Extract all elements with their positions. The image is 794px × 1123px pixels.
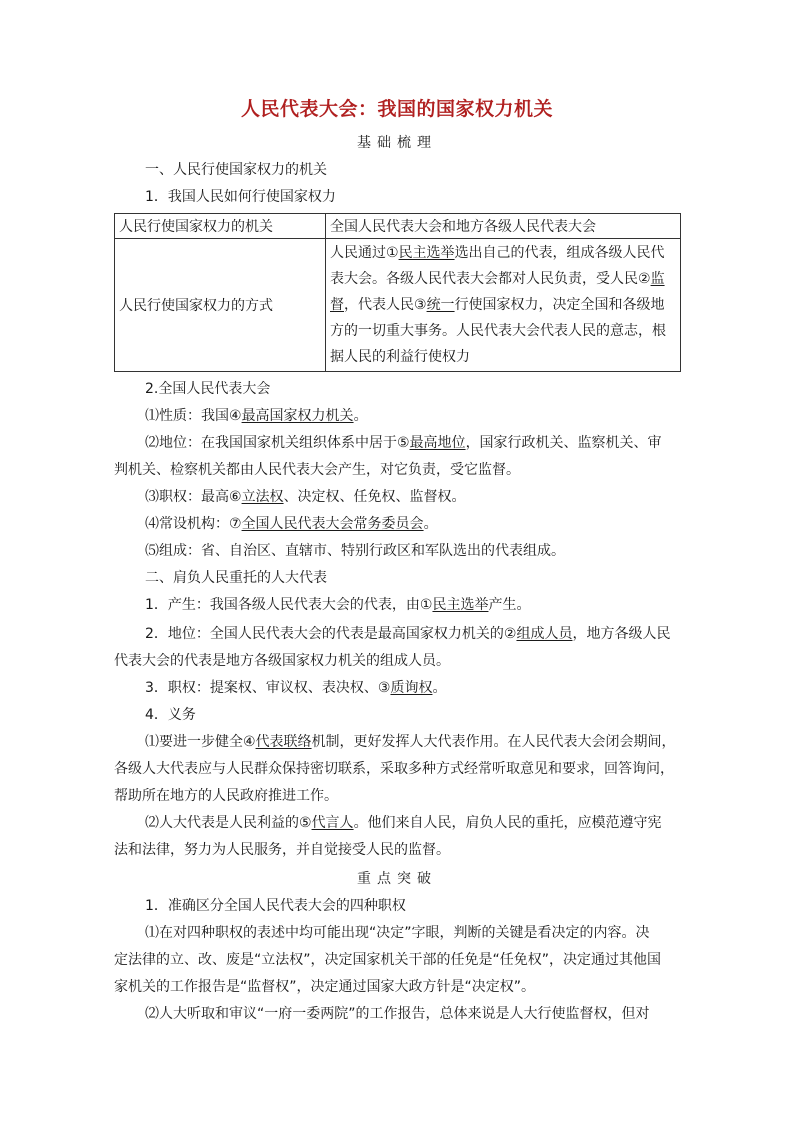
paragraph-deputy-powers <box>145 678 446 698</box>
text-run: 表大会。各级人民代表大会都对人民负责，受人民② <box>330 271 651 287</box>
paragraph-duty-1 <box>145 732 676 752</box>
text-run: ，地方各级人民 <box>572 626 671 642</box>
text-run: ⑶职权：最高⑥ <box>145 489 242 505</box>
heading-how-exercise-power: 1．我国人民如何行使国家权力 <box>145 189 336 205</box>
table-row <box>115 214 681 239</box>
paragraph-status <box>145 433 662 453</box>
answer-underlined: 全国人民代表大会常务委员会 <box>241 516 424 532</box>
cell-line: 方的一切重大事务。人民代表大会代表人民的意志，根 <box>330 323 666 339</box>
text-run: ⑷常设机构：⑦ <box>145 516 242 532</box>
answer-underlined: 最高国家权力机关 <box>241 408 354 424</box>
answer-underlined: 监 <box>650 271 665 287</box>
table-cell-value <box>326 239 681 372</box>
answer-underlined: 最高地位 <box>409 435 466 451</box>
paragraph-deputy-status-cont: 代表大会的代表是地方各级国家权力机关的组成人员。 <box>114 653 450 669</box>
text-run: 。 <box>432 680 447 696</box>
paragraph-duty-2 <box>145 813 662 833</box>
heading-duties: 4．义务 <box>145 707 196 723</box>
text-run: ⑴性质：我国④ <box>145 408 242 424</box>
text-run: 人民通过① <box>330 245 399 261</box>
cell-line <box>330 292 676 318</box>
answer-underlined: 质询权 <box>390 680 433 696</box>
heading-four-powers: 1．准确区分全国人民代表大会的四种职权 <box>145 898 406 914</box>
table-cell-value: 全国人民代表大会和地方各级人民代表大会 <box>326 214 681 239</box>
paragraph-powers <box>145 487 466 507</box>
text-run: 机制，更好发挥人大代表作用。在人民代表大会闭会期间， <box>311 734 676 750</box>
paragraph-composition: ⑸组成：省、自治区、直辖市、特别行政区和军队选出的代表组成。 <box>145 543 565 559</box>
answer-underlined: 民主选举 <box>432 597 489 613</box>
answer-underlined: 民主选举 <box>398 245 455 261</box>
answer-underlined: 统一 <box>426 297 455 313</box>
text-run: 产生。 <box>488 597 531 613</box>
table-row <box>115 239 681 372</box>
paragraph-deputy-status <box>145 624 670 644</box>
heading-organs: 一、人民行使国家权力的机关 <box>145 162 327 178</box>
table-cell-label: 人民行使国家权力的机关 <box>115 214 326 239</box>
paragraph-duty-1-cont2: 帮助所在地方的人民政府推进工作。 <box>114 788 338 804</box>
cell-line: 据人民的利益行使权力 <box>330 349 470 365</box>
text-run: 行使国家权力，决定全国和各级地 <box>454 297 665 313</box>
paragraph-four-powers-1: ⑴在对四种职权的表述中均可能出现“决定”字眼，判断的关键是看决定的内容。决 <box>145 925 650 941</box>
paragraph-four-powers-1-cont: 定法律的立、改、废是“立法权”，决定国家机关干部的任免是“任免权”，决定通过其他国 <box>114 952 662 968</box>
paragraph-duty-2-cont: 法和法律，努力为人民服务，并自觉接受人民的监督。 <box>114 842 450 858</box>
text-run: 、决定权、任免权、监督权。 <box>283 489 466 505</box>
paragraph-election <box>145 595 530 615</box>
answer-underlined: 代言人 <box>311 815 354 831</box>
answer-underlined: 立法权 <box>241 489 284 505</box>
text-run: ，国家行政机关、监察机关、审 <box>465 435 662 451</box>
paragraph-status-cont: 判机关、检察机关都由人民代表大会产生，对它负责，受它监督。 <box>114 462 520 478</box>
paragraph-four-powers-1-cont2: 家机关的工作报告是“监督权”，决定通过国家大政方针是“决定权”。 <box>114 979 536 995</box>
text-run: ⑵人大代表是人民利益的⑤ <box>145 815 312 831</box>
paragraph-four-powers-2: ⑵人大听取和审议“一府一委两院”的工作报告，总体来说是人大行使监督权，但对 <box>145 1006 650 1022</box>
power-table <box>114 213 681 372</box>
text-run: 2．地位：全国人民代表大会的代表是最高国家权力机关的② <box>145 626 517 642</box>
paragraph-nature <box>145 406 368 426</box>
text-run: ⑴要进一步健全④ <box>145 734 256 750</box>
cell-line <box>330 266 676 292</box>
paragraph-duty-1-cont: 各级人大代表应与人民群众保持密切联系，采取多种方式经常听取意见和要求，回答询问， <box>114 761 674 777</box>
section-heading-key-points: 重点突破 <box>357 871 437 887</box>
text-run: ，代表人民③ <box>344 297 427 313</box>
text-run: 。他们来自人民，肩负人民的重托，应模范遵守宪 <box>353 815 662 831</box>
answer-underlined: 督 <box>330 297 344 313</box>
page-title: 人民代表大会：我国的国家权力机关 <box>240 98 553 120</box>
cell-line <box>330 240 676 266</box>
answer-underlined: 组成人员 <box>516 626 573 642</box>
text-run: 。 <box>353 408 368 424</box>
table-cell-label: 人民行使国家权力的方式 <box>115 239 326 372</box>
text-run: 选出自己的代表，组成各级人民代 <box>454 245 665 261</box>
text-run: 。 <box>423 516 438 532</box>
text-run: ⑵地位：在我国国家机关组织体系中居于⑤ <box>145 435 410 451</box>
text-run: 1．产生：我国各级人民代表大会的代表，由① <box>145 597 433 613</box>
heading-deputies: 二、肩负人民重托的人大代表 <box>145 570 327 586</box>
heading-npc: 2.全国人民代表大会 <box>145 381 271 397</box>
paragraph-standing-body <box>145 514 438 534</box>
answer-underlined: 代表联络 <box>255 734 312 750</box>
text-run: 3．职权：提案权、审议权、表决权、③ <box>145 680 391 696</box>
section-heading-basics: 基础梳理 <box>357 135 437 151</box>
